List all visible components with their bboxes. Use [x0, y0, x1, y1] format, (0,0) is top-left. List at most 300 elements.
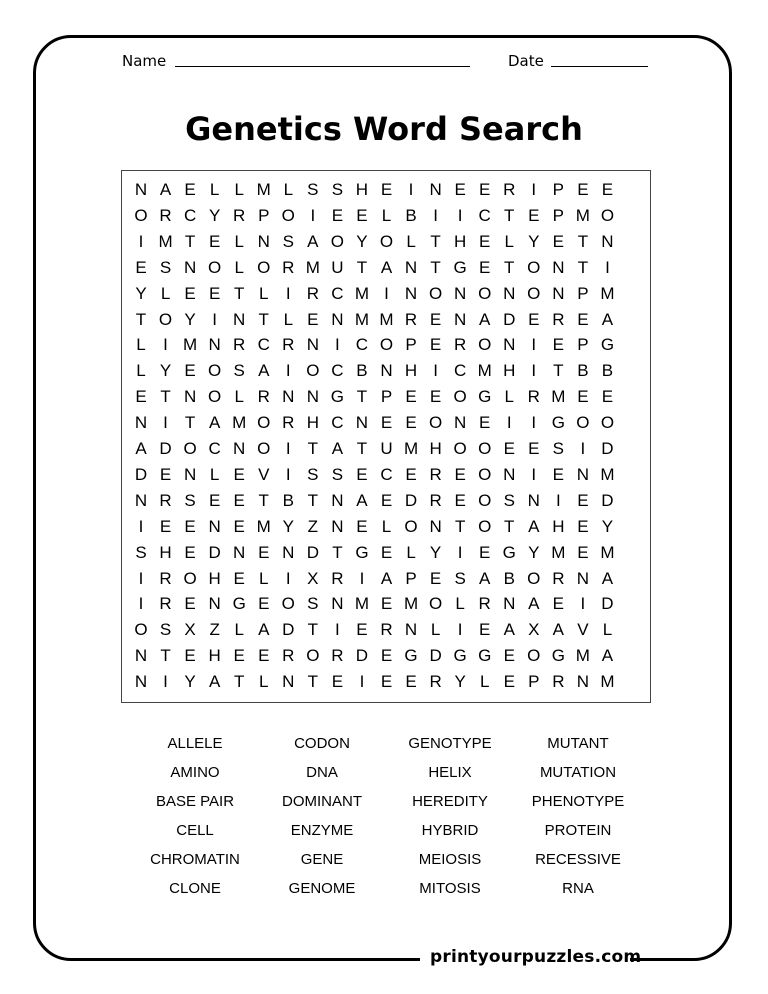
grid-letter[interactable]: O — [257, 439, 271, 458]
grid-letter[interactable]: O — [134, 205, 148, 225]
grid-letter[interactable]: E — [577, 542, 589, 562]
grid-letter[interactable]: N — [134, 413, 148, 433]
grid-letter[interactable]: H — [208, 568, 221, 588]
grid-letter[interactable]: O — [527, 646, 541, 666]
grid-letter[interactable]: G — [551, 413, 565, 433]
grid-letter[interactable]: Z — [209, 620, 220, 640]
grid-letter[interactable]: I — [359, 568, 365, 588]
grid-letter[interactable]: C — [478, 205, 491, 225]
grid-letter[interactable]: L — [504, 387, 514, 407]
grid-letter[interactable]: R — [503, 180, 516, 199]
grid-letter[interactable]: L — [234, 620, 244, 640]
grid-letter[interactable]: R — [282, 413, 295, 433]
grid-letter[interactable]: T — [184, 231, 196, 251]
grid-letter[interactable]: G — [404, 646, 418, 666]
grid-letter[interactable]: I — [506, 413, 512, 433]
grid-letter[interactable]: M — [551, 542, 566, 562]
grid-letter[interactable]: P — [552, 205, 565, 225]
grid-letter[interactable]: B — [356, 361, 368, 381]
grid-letter[interactable]: L — [455, 594, 465, 614]
grid-letter[interactable]: L — [259, 672, 269, 692]
grid-letter[interactable]: E — [601, 180, 614, 199]
grid-letter[interactable]: O — [478, 335, 492, 355]
grid-letter[interactable]: I — [408, 180, 414, 199]
grid-letter[interactable]: E — [233, 464, 245, 484]
grid-letter[interactable]: N — [503, 464, 516, 484]
grid-letter[interactable]: O — [453, 439, 467, 458]
grid-letter[interactable]: U — [331, 257, 344, 277]
grid-letter[interactable]: O — [183, 568, 197, 588]
grid-letter[interactable]: I — [335, 620, 340, 640]
grid-letter[interactable]: E — [184, 542, 196, 562]
grid-letter[interactable]: R — [331, 568, 344, 588]
grid-letter[interactable]: M — [600, 283, 615, 303]
grid-letter[interactable]: E — [405, 672, 417, 692]
grid-letter[interactable]: S — [331, 180, 344, 199]
grid-letter[interactable]: I — [433, 205, 438, 225]
grid-letter[interactable]: E — [233, 516, 245, 536]
grid-letter[interactable]: R — [429, 672, 442, 692]
grid-letter[interactable]: R — [306, 283, 319, 303]
grid-letter[interactable]: H — [404, 361, 418, 381]
grid-letter[interactable]: R — [552, 309, 565, 329]
grid-letter[interactable]: L — [406, 231, 416, 251]
grid-letter[interactable]: A — [528, 516, 540, 536]
grid-letter[interactable]: N — [282, 672, 295, 692]
grid-letter[interactable]: A — [356, 490, 368, 510]
grid-letter[interactable]: R — [233, 335, 246, 355]
grid-letter[interactable]: T — [258, 490, 269, 510]
grid-letter[interactable]: O — [257, 257, 271, 277]
grid-letter[interactable]: L — [430, 620, 441, 640]
grid-letter[interactable]: N — [208, 516, 221, 536]
grid-letter[interactable]: C — [380, 464, 393, 484]
grid-letter[interactable]: C — [331, 361, 344, 381]
grid-letter[interactable]: L — [381, 205, 392, 225]
grid-letter[interactable]: A — [601, 568, 614, 588]
grid-letter[interactable]: A — [307, 231, 319, 251]
grid-letter[interactable]: I — [580, 439, 586, 458]
grid-letter[interactable]: O — [453, 387, 467, 407]
grid-letter[interactable]: N — [306, 335, 319, 355]
grid-letter[interactable]: B — [577, 361, 589, 381]
grid-letter[interactable]: L — [406, 542, 416, 562]
grid-letter[interactable]: D — [503, 309, 516, 329]
grid-letter[interactable]: R — [404, 309, 418, 329]
grid-letter[interactable]: E — [479, 180, 491, 199]
grid-letter[interactable]: Y — [184, 672, 196, 692]
grid-letter[interactable]: G — [453, 257, 467, 277]
grid-letter[interactable]: O — [404, 516, 418, 536]
grid-letter[interactable]: D — [159, 439, 172, 458]
grid-letter[interactable]: H — [552, 516, 565, 536]
grid-letter[interactable]: Y — [135, 283, 147, 303]
grid-letter[interactable]: E — [380, 490, 393, 510]
grid-letter[interactable]: R — [282, 646, 295, 666]
grid-letter[interactable]: B — [503, 568, 515, 588]
grid-letter[interactable]: N — [429, 180, 442, 199]
grid-letter[interactable]: L — [283, 309, 294, 329]
grid-letter[interactable]: D — [601, 439, 614, 458]
grid-letter[interactable]: O — [306, 361, 320, 381]
grid-letter[interactable]: H — [306, 413, 319, 433]
grid-letter[interactable]: E — [528, 439, 540, 458]
grid-letter[interactable]: Y — [208, 205, 221, 225]
grid-letter[interactable]: O — [208, 387, 222, 407]
grid-letter[interactable]: U — [380, 439, 393, 458]
grid-letter[interactable]: E — [479, 231, 491, 251]
grid-letter[interactable]: O — [379, 335, 394, 355]
grid-letter[interactable]: X — [184, 620, 196, 640]
grid-letter[interactable]: E — [307, 309, 319, 329]
grid-letter[interactable]: X — [307, 568, 319, 588]
grid-letter[interactable]: E — [552, 335, 565, 355]
grid-letter[interactable]: T — [307, 490, 319, 510]
grid-letter[interactable]: Y — [528, 231, 540, 251]
grid-letter[interactable]: M — [403, 594, 419, 614]
grid-letter[interactable]: B — [405, 205, 417, 225]
grid-letter[interactable]: O — [134, 620, 148, 640]
grid-letter[interactable]: P — [258, 205, 270, 225]
grid-letter[interactable]: G — [232, 594, 246, 614]
grid-letter[interactable]: R — [454, 335, 467, 355]
grid-letter[interactable]: N — [576, 672, 590, 692]
grid-letter[interactable]: E — [233, 568, 245, 588]
grid-letter[interactable]: E — [479, 413, 491, 433]
grid-letter[interactable]: N — [454, 309, 467, 329]
grid-letter[interactable]: R — [552, 568, 565, 588]
grid-letter[interactable]: Y — [159, 361, 172, 381]
grid-letter[interactable]: M — [183, 335, 198, 355]
grid-letter[interactable]: N — [134, 646, 148, 666]
grid-letter[interactable]: N — [233, 439, 246, 458]
grid-letter[interactable]: D — [404, 490, 418, 510]
grid-letter[interactable]: Y — [429, 542, 442, 562]
grid-letter[interactable]: L — [234, 231, 244, 251]
grid-letter[interactable]: S — [331, 464, 344, 484]
grid-letter[interactable]: T — [233, 672, 245, 692]
grid-letter[interactable]: O — [527, 257, 541, 277]
grid-letter[interactable]: E — [429, 387, 442, 407]
grid-letter[interactable]: N — [454, 413, 467, 433]
grid-letter[interactable]: S — [159, 257, 172, 277]
grid-letter[interactable]: I — [285, 361, 291, 381]
grid-letter[interactable]: O — [330, 231, 344, 251]
grid-letter[interactable]: L — [234, 387, 244, 407]
grid-letter[interactable]: A — [503, 620, 515, 640]
grid-letter[interactable]: C — [183, 205, 197, 225]
grid-letter[interactable]: E — [233, 490, 245, 510]
grid-letter[interactable]: R — [282, 335, 295, 355]
grid-letter[interactable]: I — [138, 594, 144, 614]
grid-letter[interactable]: T — [454, 516, 466, 536]
grid-letter[interactable]: Y — [601, 516, 614, 536]
grid-letter[interactable]: N — [576, 464, 590, 484]
grid-letter[interactable]: O — [478, 283, 492, 303]
grid-letter[interactable]: O — [428, 594, 443, 614]
grid-letter[interactable]: P — [405, 335, 417, 355]
grid-letter[interactable]: D — [282, 620, 295, 640]
grid-letter[interactable]: G — [551, 646, 565, 666]
grid-letter[interactable]: L — [209, 464, 220, 484]
grid-letter[interactable]: S — [552, 439, 565, 458]
grid-letter[interactable]: O — [257, 413, 271, 433]
grid-letter[interactable]: E — [258, 594, 270, 614]
grid-letter[interactable]: N — [404, 257, 418, 277]
grid-letter[interactable]: L — [504, 231, 514, 251]
grid-letter[interactable]: A — [135, 439, 147, 458]
grid-letter[interactable]: M — [551, 387, 566, 407]
grid-letter[interactable]: N — [233, 309, 246, 329]
grid-letter[interactable]: M — [354, 594, 370, 614]
grid-letter[interactable]: O — [527, 283, 541, 303]
grid-letter[interactable]: T — [504, 205, 515, 225]
grid-letter[interactable]: N — [576, 568, 590, 588]
grid-letter[interactable]: I — [457, 620, 463, 640]
grid-letter[interactable]: A — [601, 646, 614, 666]
grid-letter[interactable]: N — [355, 413, 369, 433]
grid-letter[interactable]: E — [380, 413, 393, 433]
grid-letter[interactable]: O — [183, 439, 197, 458]
grid-letter[interactable]: R — [527, 387, 540, 407]
grid-letter[interactable]: E — [208, 231, 221, 251]
grid-letter[interactable]: T — [160, 646, 171, 666]
grid-letter[interactable]: E — [405, 387, 417, 407]
grid-letter[interactable]: I — [433, 361, 438, 381]
grid-letter[interactable]: I — [580, 594, 586, 614]
grid-letter[interactable]: S — [184, 490, 196, 510]
grid-letter[interactable]: R — [380, 620, 393, 640]
grid-letter[interactable]: G — [355, 542, 369, 562]
grid-letter[interactable]: E — [135, 387, 147, 407]
grid-letter[interactable]: O — [600, 205, 615, 225]
grid-letter[interactable]: A — [258, 361, 270, 381]
grid-letter[interactable]: I — [359, 672, 365, 692]
grid-letter[interactable]: N — [282, 542, 295, 562]
grid-letter[interactable]: E — [577, 516, 589, 536]
grid-letter[interactable]: T — [430, 231, 441, 251]
grid-letter[interactable]: D — [208, 542, 221, 562]
grid-letter[interactable]: M — [354, 309, 370, 329]
grid-letter[interactable]: I — [138, 516, 144, 536]
grid-letter[interactable]: N — [454, 283, 467, 303]
grid-letter[interactable]: S — [233, 361, 245, 381]
grid-letter[interactable]: E — [331, 205, 344, 225]
grid-letter[interactable]: Y — [454, 672, 466, 692]
grid-letter[interactable]: O — [208, 257, 222, 277]
grid-letter[interactable]: C — [355, 335, 369, 355]
grid-letter[interactable]: N — [527, 490, 540, 510]
grid-letter[interactable]: D — [429, 646, 442, 666]
grid-letter[interactable]: E — [454, 464, 466, 484]
grid-letter[interactable]: T — [356, 439, 368, 458]
grid-letter[interactable]: P — [380, 387, 393, 407]
grid-letter[interactable]: A — [380, 568, 393, 588]
grid-letter[interactable]: R — [429, 464, 442, 484]
grid-letter[interactable]: H — [454, 231, 467, 251]
grid-letter[interactable]: N — [404, 620, 418, 640]
grid-letter[interactable]: D — [601, 490, 614, 510]
grid-letter[interactable]: T — [332, 542, 343, 562]
grid-letter[interactable]: E — [356, 516, 368, 536]
grid-letter[interactable]: I — [531, 180, 537, 199]
grid-letter[interactable]: E — [184, 516, 196, 536]
grid-letter[interactable]: I — [531, 335, 537, 355]
grid-letter[interactable]: N — [282, 387, 295, 407]
grid-letter[interactable]: N — [233, 542, 246, 562]
grid-letter[interactable]: R — [257, 387, 270, 407]
grid-letter[interactable]: B — [601, 361, 614, 381]
grid-letter[interactable]: E — [184, 180, 196, 199]
grid-letter[interactable]: E — [258, 542, 270, 562]
grid-letter[interactable]: N — [257, 231, 270, 251]
grid-letter[interactable]: E — [380, 672, 393, 692]
grid-letter[interactable]: O — [478, 464, 492, 484]
grid-letter[interactable]: M — [305, 257, 320, 277]
grid-letter[interactable]: T — [553, 361, 564, 381]
grid-letter[interactable]: N — [306, 387, 319, 407]
grid-letter[interactable]: Y — [282, 516, 294, 536]
grid-letter[interactable]: A — [601, 309, 614, 329]
grid-letter[interactable]: N — [134, 490, 148, 510]
grid-letter[interactable]: E — [479, 620, 491, 640]
grid-letter[interactable]: N — [331, 516, 344, 536]
grid-letter[interactable]: M — [403, 439, 419, 458]
grid-letter[interactable]: M — [477, 361, 492, 381]
grid-letter[interactable]: M — [575, 646, 590, 666]
grid-letter[interactable]: E — [577, 387, 589, 407]
grid-letter[interactable]: T — [160, 387, 171, 407]
grid-letter[interactable]: T — [430, 257, 441, 277]
grid-letter[interactable]: N — [503, 335, 516, 355]
grid-letter[interactable]: E — [528, 309, 540, 329]
grid-letter[interactable]: E — [479, 257, 491, 277]
grid-letter[interactable]: M — [379, 309, 394, 329]
grid-letter[interactable]: D — [134, 464, 148, 484]
grid-letter[interactable]: N — [503, 594, 516, 614]
grid-letter[interactable]: O — [281, 205, 295, 225]
grid-letter[interactable]: N — [331, 309, 344, 329]
grid-letter[interactable]: C — [208, 439, 221, 458]
grid-letter[interactable]: N — [208, 335, 221, 355]
grid-letter[interactable]: E — [552, 231, 565, 251]
grid-letter[interactable]: E — [601, 387, 614, 407]
grid-letter[interactable]: E — [577, 180, 589, 199]
grid-letter[interactable]: A — [479, 568, 491, 588]
grid-letter[interactable]: L — [283, 180, 294, 199]
grid-letter[interactable]: T — [307, 439, 319, 458]
grid-letter[interactable]: I — [310, 205, 316, 225]
grid-letter[interactable]: M — [256, 180, 271, 199]
grid-letter[interactable]: I — [163, 413, 168, 433]
grid-letter[interactable]: I — [138, 568, 144, 588]
grid-letter[interactable]: P — [405, 568, 417, 588]
grid-letter[interactable]: S — [159, 620, 172, 640]
grid-letter[interactable]: S — [454, 568, 466, 588]
grid-letter[interactable]: L — [136, 335, 146, 355]
grid-letter[interactable]: E — [356, 620, 368, 640]
grid-letter[interactable]: G — [478, 646, 492, 666]
grid-letter[interactable]: N — [208, 594, 221, 614]
grid-letter[interactable]: Y — [184, 309, 196, 329]
grid-letter[interactable]: E — [380, 594, 393, 614]
grid-letter[interactable]: N — [429, 516, 442, 536]
grid-letter[interactable]: E — [577, 309, 589, 329]
grid-letter[interactable]: L — [259, 568, 269, 588]
grid-letter[interactable]: P — [528, 672, 540, 692]
grid-letter[interactable]: O — [478, 516, 492, 536]
grid-letter[interactable]: R — [233, 205, 246, 225]
grid-letter[interactable]: O — [527, 568, 541, 588]
grid-letter[interactable]: N — [380, 361, 393, 381]
grid-letter[interactable]: S — [135, 542, 147, 562]
grid-letter[interactable]: T — [184, 413, 196, 433]
grid-letter[interactable]: M — [600, 464, 615, 484]
grid-letter[interactable]: A — [380, 257, 393, 277]
grid-letter[interactable]: O — [208, 361, 222, 381]
grid-letter[interactable]: N — [183, 464, 197, 484]
grid-letter[interactable]: V — [258, 464, 270, 484]
grid-letter[interactable]: E — [184, 646, 196, 666]
grid-letter[interactable]: G — [478, 387, 492, 407]
grid-letter[interactable]: A — [528, 594, 540, 614]
grid-letter[interactable]: E — [380, 646, 393, 666]
grid-letter[interactable]: E — [405, 413, 417, 433]
grid-letter[interactable]: G — [600, 335, 615, 355]
grid-letter[interactable]: A — [552, 620, 565, 640]
grid-letter[interactable]: I — [457, 542, 463, 562]
grid-letter[interactable]: E — [258, 646, 270, 666]
grid-letter[interactable]: E — [528, 205, 540, 225]
grid-letter[interactable]: H — [208, 646, 221, 666]
grid-letter[interactable]: E — [479, 542, 491, 562]
grid-letter[interactable]: G — [502, 542, 516, 562]
grid-letter[interactable]: V — [577, 620, 589, 640]
grid-letter[interactable]: O — [158, 309, 173, 329]
grid-letter[interactable]: R — [159, 594, 172, 614]
grid-letter[interactable]: R — [282, 257, 295, 277]
grid-letter[interactable]: D — [355, 646, 369, 666]
grid-letter[interactable]: L — [479, 672, 490, 692]
grid-letter[interactable]: E — [356, 205, 368, 225]
grid-letter[interactable]: I — [163, 335, 168, 355]
grid-letter[interactable]: R — [159, 568, 172, 588]
grid-letter[interactable]: A — [208, 413, 221, 433]
grid-letter[interactable]: T — [258, 309, 269, 329]
grid-letter[interactable]: R — [331, 646, 344, 666]
grid-letter[interactable]: E — [552, 464, 565, 484]
grid-letter[interactable]: B — [282, 490, 294, 510]
grid-letter[interactable]: A — [479, 309, 491, 329]
grid-letter[interactable]: S — [307, 594, 319, 614]
grid-letter[interactable]: L — [234, 257, 244, 277]
grid-letter[interactable]: N — [331, 594, 344, 614]
grid-letter[interactable]: N — [552, 283, 565, 303]
grid-letter[interactable]: S — [282, 231, 294, 251]
grid-letter[interactable]: T — [233, 283, 245, 303]
grid-letter[interactable]: I — [531, 361, 537, 381]
grid-letter[interactable]: A — [159, 180, 172, 199]
grid-letter[interactable]: C — [257, 335, 270, 355]
grid-letter[interactable]: E — [233, 646, 245, 666]
grid-letter[interactable]: T — [356, 257, 368, 277]
grid-letter[interactable]: R — [478, 594, 491, 614]
grid-letter[interactable]: L — [602, 620, 613, 640]
grid-letter[interactable]: C — [331, 413, 344, 433]
grid-letter[interactable]: M — [575, 205, 590, 225]
grid-letter[interactable]: E — [184, 283, 196, 303]
grid-letter[interactable]: E — [454, 180, 466, 199]
